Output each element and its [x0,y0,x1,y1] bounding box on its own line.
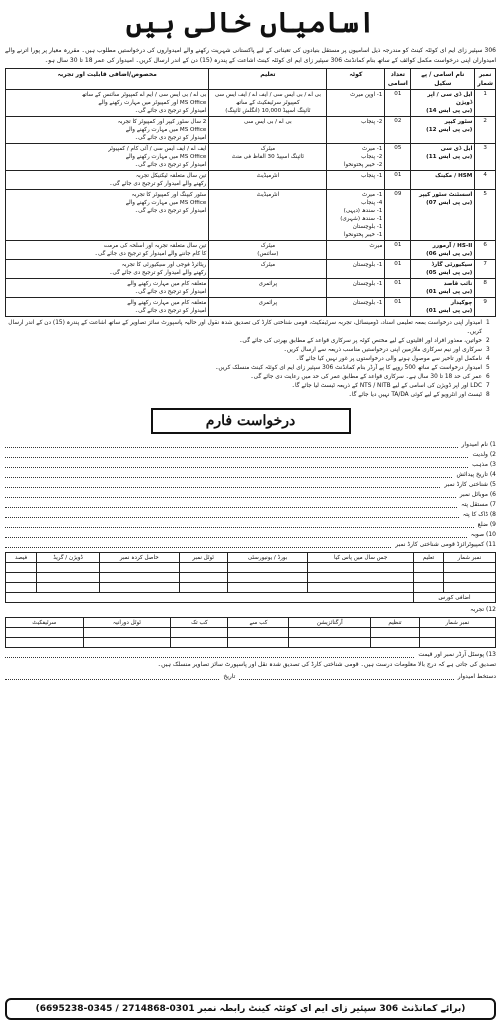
post-scale: (بی پی ایس 14) [426,108,473,114]
post-experience-line: امیدوار کو ترجیح دی جائے گی۔ [134,162,207,168]
form-field [5,520,496,530]
edu-cell[interactable] [308,573,414,583]
note-item [5,382,496,391]
note-number: 4 [486,356,490,362]
post-experience-line: سٹور کیپنگ اور کمپیوٹر کا تجربہ [131,192,207,198]
table-row [6,279,496,298]
signature-row [5,672,496,682]
post-experience-line: امیدوار کو ترجیح دی جائے گی۔ [134,135,207,141]
post-experience-line: بی اے / بی ایس سی / ایم اے کمپیوٹر سائنس کے ساتھ [81,92,207,98]
form-field-label: 7) مستقل پتہ [461,501,496,508]
edu-extra-label: اضافی کورس [414,593,496,603]
edu-cell[interactable] [443,563,495,573]
edu-header: تعلیم [414,553,444,563]
post-education [209,279,327,298]
note-text: سرکاری اور نیم سرکاری ملازمین اپنی درخواستیں مناسب ذریعہ سے ارسال کریں۔ [283,347,482,353]
form-field-input[interactable] [5,490,456,498]
post-education [209,144,327,171]
table-row [6,563,496,573]
post-quota-line: 2- پنجاب [361,154,383,160]
form-field [5,510,496,520]
form-fields [5,440,496,550]
edu-cell[interactable] [227,563,308,573]
table-row [6,628,496,638]
table-row [6,144,496,171]
post-education-line: ٹائپنگ اسپیڈ 30 الفاظ فی منٹ [231,154,304,160]
post-education-line: میٹرک [260,146,276,152]
post-education-line: بی اے / بی ایس سی [244,119,292,125]
header-title: نام اسامی / پے سکیل [411,69,475,90]
note-number: 5 [486,365,490,371]
post-education [209,298,327,317]
post-education-line: پرائمری [258,281,278,287]
table-row [6,241,496,260]
post-quota-line: 2- خیبر پختونخوا [343,162,383,168]
exp-header: سرٹیفکیٹ [6,618,84,628]
declaration-text: تصدیق کی جاتی ہے کہ درج بالا معلومات درست ہیں۔ قومی شناختی کارڈ کی تصدیق شدہ نقل اور پاسپورٹ سائز تصاویر منسلک ہیں۔ [157,661,496,668]
post-experience-line: ایف اے / ایف ایس سی / آئی کام / کمپیوٹر [108,146,207,152]
table-row [6,90,496,117]
post-quota-line: 1- خیبر پختونخوا [343,232,383,238]
post-experience [6,279,209,298]
notes-section [5,319,496,400]
form-field [5,440,496,450]
post-title: HSM / مکینک [435,173,473,179]
post-experience-line: رکھنے والے امیدوار کو ترجیح دی جائے گی۔ [109,181,207,187]
post-quota-line: 2- پنجاب [361,119,383,125]
post-quota-line: 1- بلوچستان [352,262,383,268]
table-row [6,171,496,190]
form-field-input[interactable] [5,470,452,478]
post-education [209,117,327,144]
post-title-cell [411,117,475,144]
edu-header: ٹوٹل نمبر [179,553,227,563]
header-education: تعلیم [209,69,327,90]
post-education [209,90,327,117]
post-experience [6,144,209,171]
exp-cell[interactable] [171,638,228,648]
post-title: نائب قاصد [443,281,473,287]
edu-cell[interactable] [100,573,179,583]
post-experience [6,298,209,317]
exp-cell[interactable] [289,638,371,648]
edu-extra-cell [6,593,414,603]
exp-header: آرگنائزیشن [289,618,371,628]
form-field-label: 11) کمپیوٹرائزڈ قومی شناختی کارڈ نمبر [395,541,496,548]
application-form-title: درخواست فارم [151,408,351,434]
edu-cell[interactable] [100,583,179,593]
note-text: LDC اور اپر ڈویژن کی اسامی کے لیے NTS / NITB کے ذریعہ ٹیسٹ لیا جائے گا۔ [291,383,482,389]
post-title-cell [411,260,475,279]
post-education-line: میٹرک [260,262,276,268]
edu-cell[interactable] [443,573,495,583]
note-item [5,373,496,382]
post-education [209,241,327,260]
form-field [5,530,496,540]
table-row [6,260,496,279]
post-quota-line: 1- پنجاب [361,173,383,179]
post-title: اسسٹنٹ سٹور کیپر [419,192,473,198]
form-field-input[interactable] [5,520,474,528]
table-row [6,298,496,317]
post-experience-line: MS Office اور کمپیوٹر میں مہارت رکھنے والے [98,100,207,106]
exp-cell[interactable] [371,638,420,648]
post-experience-line: رکھنے والے امیدوار کو ترجیح دی جائے گی۔ [109,270,207,276]
post-count: 01 [385,171,411,190]
post-experience-line: متعلقہ کام میں مہارت رکھنے والے [127,300,207,306]
edu-cell[interactable] [414,563,444,573]
post-experience-line: تین سال متعلقہ ٹیکنیکل تجربہ [135,173,207,179]
note-item [5,391,496,400]
edu-cell[interactable] [308,583,414,593]
post-education-line: انٹرمیڈیٹ [256,173,280,179]
table-row [6,190,496,241]
form-field-input[interactable] [5,460,468,468]
exp-header: تنظیم [371,618,420,628]
vacancies-banner: اسامیاں خالی ہیں [125,6,376,39]
edu-header: فیصد [6,553,37,563]
post-count: 05 [385,144,411,171]
row-number: 6 [475,241,496,260]
edu-cell[interactable] [37,583,100,593]
post-quota [327,90,385,117]
post-experience-line: MS Office میں مہارت رکھنے والے [125,127,207,133]
post-education-line: بی اے / بی ایس سی / ایف اے / ایف ایس سی [214,92,321,98]
post-quota [327,260,385,279]
edu-cell[interactable] [37,563,100,573]
post-scale: (بی پی ایس 11) [426,154,473,160]
table-row [6,593,496,603]
post-experience-line: MS Office میں مہارت رکھنے والے [125,200,207,206]
row-number: 8 [475,279,496,298]
form-field-input[interactable] [5,540,391,548]
note-number: 1 [486,320,490,326]
row-number: 3 [475,144,496,171]
form-field-input[interactable] [5,500,457,508]
post-quota-line: 4- پنجاب [361,200,383,206]
edu-cell[interactable] [6,583,37,593]
header-quota: کوٹہ [327,69,385,90]
form-field-label: 3) مذہب [472,461,496,468]
post-title-cell [411,279,475,298]
table-row [6,573,496,583]
post-quota [327,117,385,144]
post-count: 02 [385,117,411,144]
exp-cell[interactable] [419,628,495,638]
post-quota-line: 1- اوپن میرٹ [350,92,383,98]
post-experience-line: 2 سال سٹور کیپر اور کمپیوٹر کا تجربہ [117,119,207,125]
exp-cell[interactable] [171,628,228,638]
post-count: 01 [385,279,411,298]
form-field-input[interactable] [5,510,459,518]
post-education [209,190,327,241]
post-quota [327,190,385,241]
edu-header: حاصل کردہ نمبر [100,553,179,563]
post-title: HS-II / آرمورر [432,243,473,249]
post-education [209,171,327,190]
post-experience [6,190,209,241]
edu-header: نمبر شمار [443,553,495,563]
post-title-cell [411,171,475,190]
note-text: ٹیسٹ اور انٹرویو کے لیے کوئی TA/DA نہیں دیا جائے گا۔ [348,392,482,398]
post-quota-line: 1- بلوچستان [352,224,383,230]
form-field-input[interactable] [5,480,440,488]
post-title: ایل ڈی سی [440,146,473,152]
note-number: 2 [486,338,490,344]
vacancies-table [5,68,496,317]
post-experience-line: MS Office میں مہارت رکھنے والے [125,154,207,160]
form-field-input[interactable] [5,530,467,538]
edu-cell[interactable] [179,573,227,583]
edu-cell[interactable] [100,563,179,573]
experience-label-text: 12) تجربہ [470,606,496,613]
contact-footer: (برائے کمانڈنٹ 306 سپئیر زای ایم ای کوئٹہ کینٹ رابطہ نمبر 0301-2714868 / 0345-6695238) [5,998,496,1020]
edu-cell[interactable] [6,573,37,583]
form-field [5,460,496,470]
exp-cell[interactable] [289,628,371,638]
note-item [5,319,496,337]
post-experience-line: امیدوار کو ترجیح دی جائے گی۔ [134,289,207,295]
post-experience-line: امیدوار کو ترجیح دی جائے گی۔ [134,108,207,114]
post-title-cell [411,90,475,117]
edu-header: بورڈ / یونیورسٹی [227,553,308,563]
post-experience [6,241,209,260]
form-field-label: 5) شناختی کارڈ نمبر [444,481,496,488]
post-experience [6,171,209,190]
signature-input[interactable] [239,672,453,680]
row-number: 9 [475,298,496,317]
post-experience-line: تین سال متعلقہ تجربہ اور اسلحہ کی مرمت [103,243,207,249]
postal-order-field [5,650,496,660]
form-field-input[interactable] [5,440,458,448]
signature-label: دستخط امیدوار [457,673,496,680]
post-scale: (بی پی ایس 05) [426,270,473,276]
form-field-label: 6) موبائل نمبر [459,491,496,498]
note-text: نامکمل اور تاخیر سے موصول ہونے والی درخواستوں پر غور نہیں کیا جائے گا۔ [295,356,482,362]
exp-cell[interactable] [419,638,495,648]
post-education-line: کمپیوٹر سرٹیفکیٹ کے ساتھ [236,100,300,106]
form-field [5,540,496,550]
row-number: 4 [475,171,496,190]
post-scale: (بی پی ایس 01) [426,289,473,295]
post-education-line: پرائمری [258,300,278,306]
post-quota-line: 1- سندھ (شہری) [340,216,383,222]
form-field-label: 9) ضلع [477,521,496,528]
postal-order-label: 13) پوسٹل آرڈر نمبر اور قیمت [418,651,496,658]
row-number: 1 [475,90,496,117]
post-education-line: (سائنس) [257,251,279,257]
form-field [5,470,496,480]
post-quota [327,279,385,298]
table-header-row [6,69,496,90]
note-text: عمر کی حد 18 تا 30 سال ہے۔ سرکاری قواعد کے مطابق عمر کی حد میں رعایت دی جائے گی۔ [250,374,482,380]
experience-table [5,617,496,648]
form-field-label: 1) نام امیدوار [461,441,496,448]
note-text: امیدوار اپنی درخواست بمعہ تعلیمی اسناد، ڈومیسائل، تجربہ سرٹیفکیٹ، قومی شناختی کارڈ کی تصدیق شدہ نقول اور حالیہ پاسپورٹ سائز تصاویر کے ساتھ اشاعت کے پندرہ (15) دن کے اندر ارسال کریں۔ [8,320,482,335]
edu-cell[interactable] [443,583,495,593]
date-input[interactable] [5,672,219,680]
edu-cell[interactable] [179,583,227,593]
post-count: 01 [385,298,411,317]
note-item [5,364,496,373]
post-education-line: ٹائپنگ اسپیڈ 10,000 (انگلش ٹائپنگ) [225,108,311,114]
form-field-label: 2) ولدیت [472,451,496,458]
edu-cell[interactable] [414,583,444,593]
post-quota-line: 1- میرٹ [361,192,383,198]
note-text: امیدوار درخواست کے ساتھ 500 روپے کا پے آرڈر بنام کمانڈنٹ 306 سپئیر زای ایم ای کوئٹہ کینٹ منسلک کریں۔ [214,365,482,371]
note-number: 6 [486,374,490,380]
form-field-label: 10) صوبہ [470,531,496,538]
post-scale: (بی پی ایس 01) [426,308,473,314]
edu-cell[interactable] [179,563,227,573]
note-item [5,337,496,346]
education-table [5,552,496,603]
row-number: 7 [475,260,496,279]
date-label: تاریخ [223,673,236,680]
post-count: 01 [385,260,411,279]
edu-cell[interactable] [308,563,414,573]
post-title-cell [411,190,475,241]
postal-order-input[interactable] [5,650,414,658]
note-item [5,346,496,355]
exp-header: نمبر شمار [419,618,495,628]
note-number: 8 [486,392,490,398]
note-text: خواتین، معذور افراد اور اقلیتوں کے لیے مختص کوٹہ پر سرکاری قواعد کے مطابق بھرتی کی جائے گی۔ [239,338,482,344]
exp-cell[interactable] [228,638,289,648]
table-row [6,117,496,144]
header-num: نمبر شمار [475,69,496,90]
post-quota-line: 1- میرٹ [361,146,383,152]
edu-header: ڈویژن / گریڈ [37,553,100,563]
post-quota-line: 1- بلوچستان [352,281,383,287]
post-quota [327,171,385,190]
form-field-label: 8) ڈاک کا پتہ [462,511,496,518]
post-count: 09 [385,190,411,241]
post-quota-line: 1- سندھ (دیہی) [343,208,383,214]
post-scale: (بی پی ایس 12) [426,127,473,133]
edu-cell[interactable] [37,573,100,583]
post-experience-line: امیدوار کو ترجیح دی جائے گی۔ [134,208,207,214]
header-experience: مخصوص/اضافی قابلیت اور تجربہ [6,69,209,90]
edu-cell[interactable] [227,573,308,583]
post-quota [327,241,385,260]
form-field-label: 4) تاریخ پیدائش [456,471,496,478]
post-quota [327,144,385,171]
exp-header: ٹوٹل دورانیہ [83,618,171,628]
post-title-cell [411,298,475,317]
edu-header: جس سال میں پاس کیا [308,553,414,563]
row-number: 5 [475,190,496,241]
exp-header: کب سے [228,618,289,628]
form-field [5,480,496,490]
post-education-line: میٹرک [260,243,276,249]
note-number: 7 [486,383,490,389]
post-education-line: انٹرمیڈیٹ [256,192,280,198]
post-experience [6,90,209,117]
post-experience-line: ریٹائرڈ فوجی اور سیکیورٹی کا تجربہ [121,262,207,268]
post-experience-line: امیدوار کو ترجیح دی جائے گی۔ [134,308,207,314]
post-title: ایل ڈی سی / اپر ڈویژن [427,92,473,106]
row-number: 2 [475,117,496,144]
exp-cell[interactable] [228,628,289,638]
exp-cell[interactable] [6,628,84,638]
edu-cell[interactable] [6,563,37,573]
post-title: چوکیدار [450,300,473,306]
edu-cell[interactable] [227,583,308,593]
edu-cell[interactable] [414,573,444,583]
exp-cell[interactable] [83,628,171,638]
note-item [5,355,496,364]
post-count: 01 [385,90,411,117]
post-title-cell [411,241,475,260]
post-scale: (بی پی ایس 06) [426,251,473,257]
post-experience-line: متعلقہ کام میں مہارت رکھنے والے [127,281,207,287]
post-title: سیکیورٹی گارڈ [431,262,473,268]
post-title: سٹور کیپر [444,119,473,125]
form-field [5,450,496,460]
intro-paragraph: 306 سپئیر زای ایم ای کوئٹہ کینٹ کو مندرجہ ذیل اسامیوں پر مستقل بنیادوں کی تعیناتی کے لیے پاکستانی شہریت رکھنے والے امیدواروں کی درخواستیں مطلوب ہیں۔ مقررہ معیار پر پورا اترنے والے امیدواران اپنی درخواست مکمل کوائف کے ساتھ بنام کمانڈنٹ 306 سپئیر زای ایم ای کوئٹہ کینٹ اشاعت کے پندرہ (15) دن کے اندر ارسال کریں۔ امیدوار کی عمر 18 تا 30 سال ہو۔ [5,47,496,64]
post-count: 01 [385,241,411,260]
post-education [209,260,327,279]
table-row [6,638,496,648]
post-experience-line: کا کام جاننے والے امیدوار کو ترجیح دی جائے گی۔ [94,251,207,257]
post-quota-line: 1- بلوچستان [352,300,383,306]
header-count: تعداد اسامی [385,69,411,90]
post-scale: (بی پی ایس 07) [426,200,473,206]
exp-cell[interactable] [371,628,420,638]
post-quota [327,298,385,317]
exp-cell[interactable] [6,638,84,648]
note-number: 3 [486,347,490,353]
post-experience [6,117,209,144]
exp-cell[interactable] [83,638,171,648]
form-field [5,490,496,500]
post-quota-line: میرٹ [369,243,383,249]
post-title-cell [411,144,475,171]
form-field [5,500,496,510]
form-field-input[interactable] [5,450,468,458]
post-experience [6,260,209,279]
table-row [6,583,496,593]
experience-label [5,605,496,615]
exp-header: کب تک [171,618,228,628]
